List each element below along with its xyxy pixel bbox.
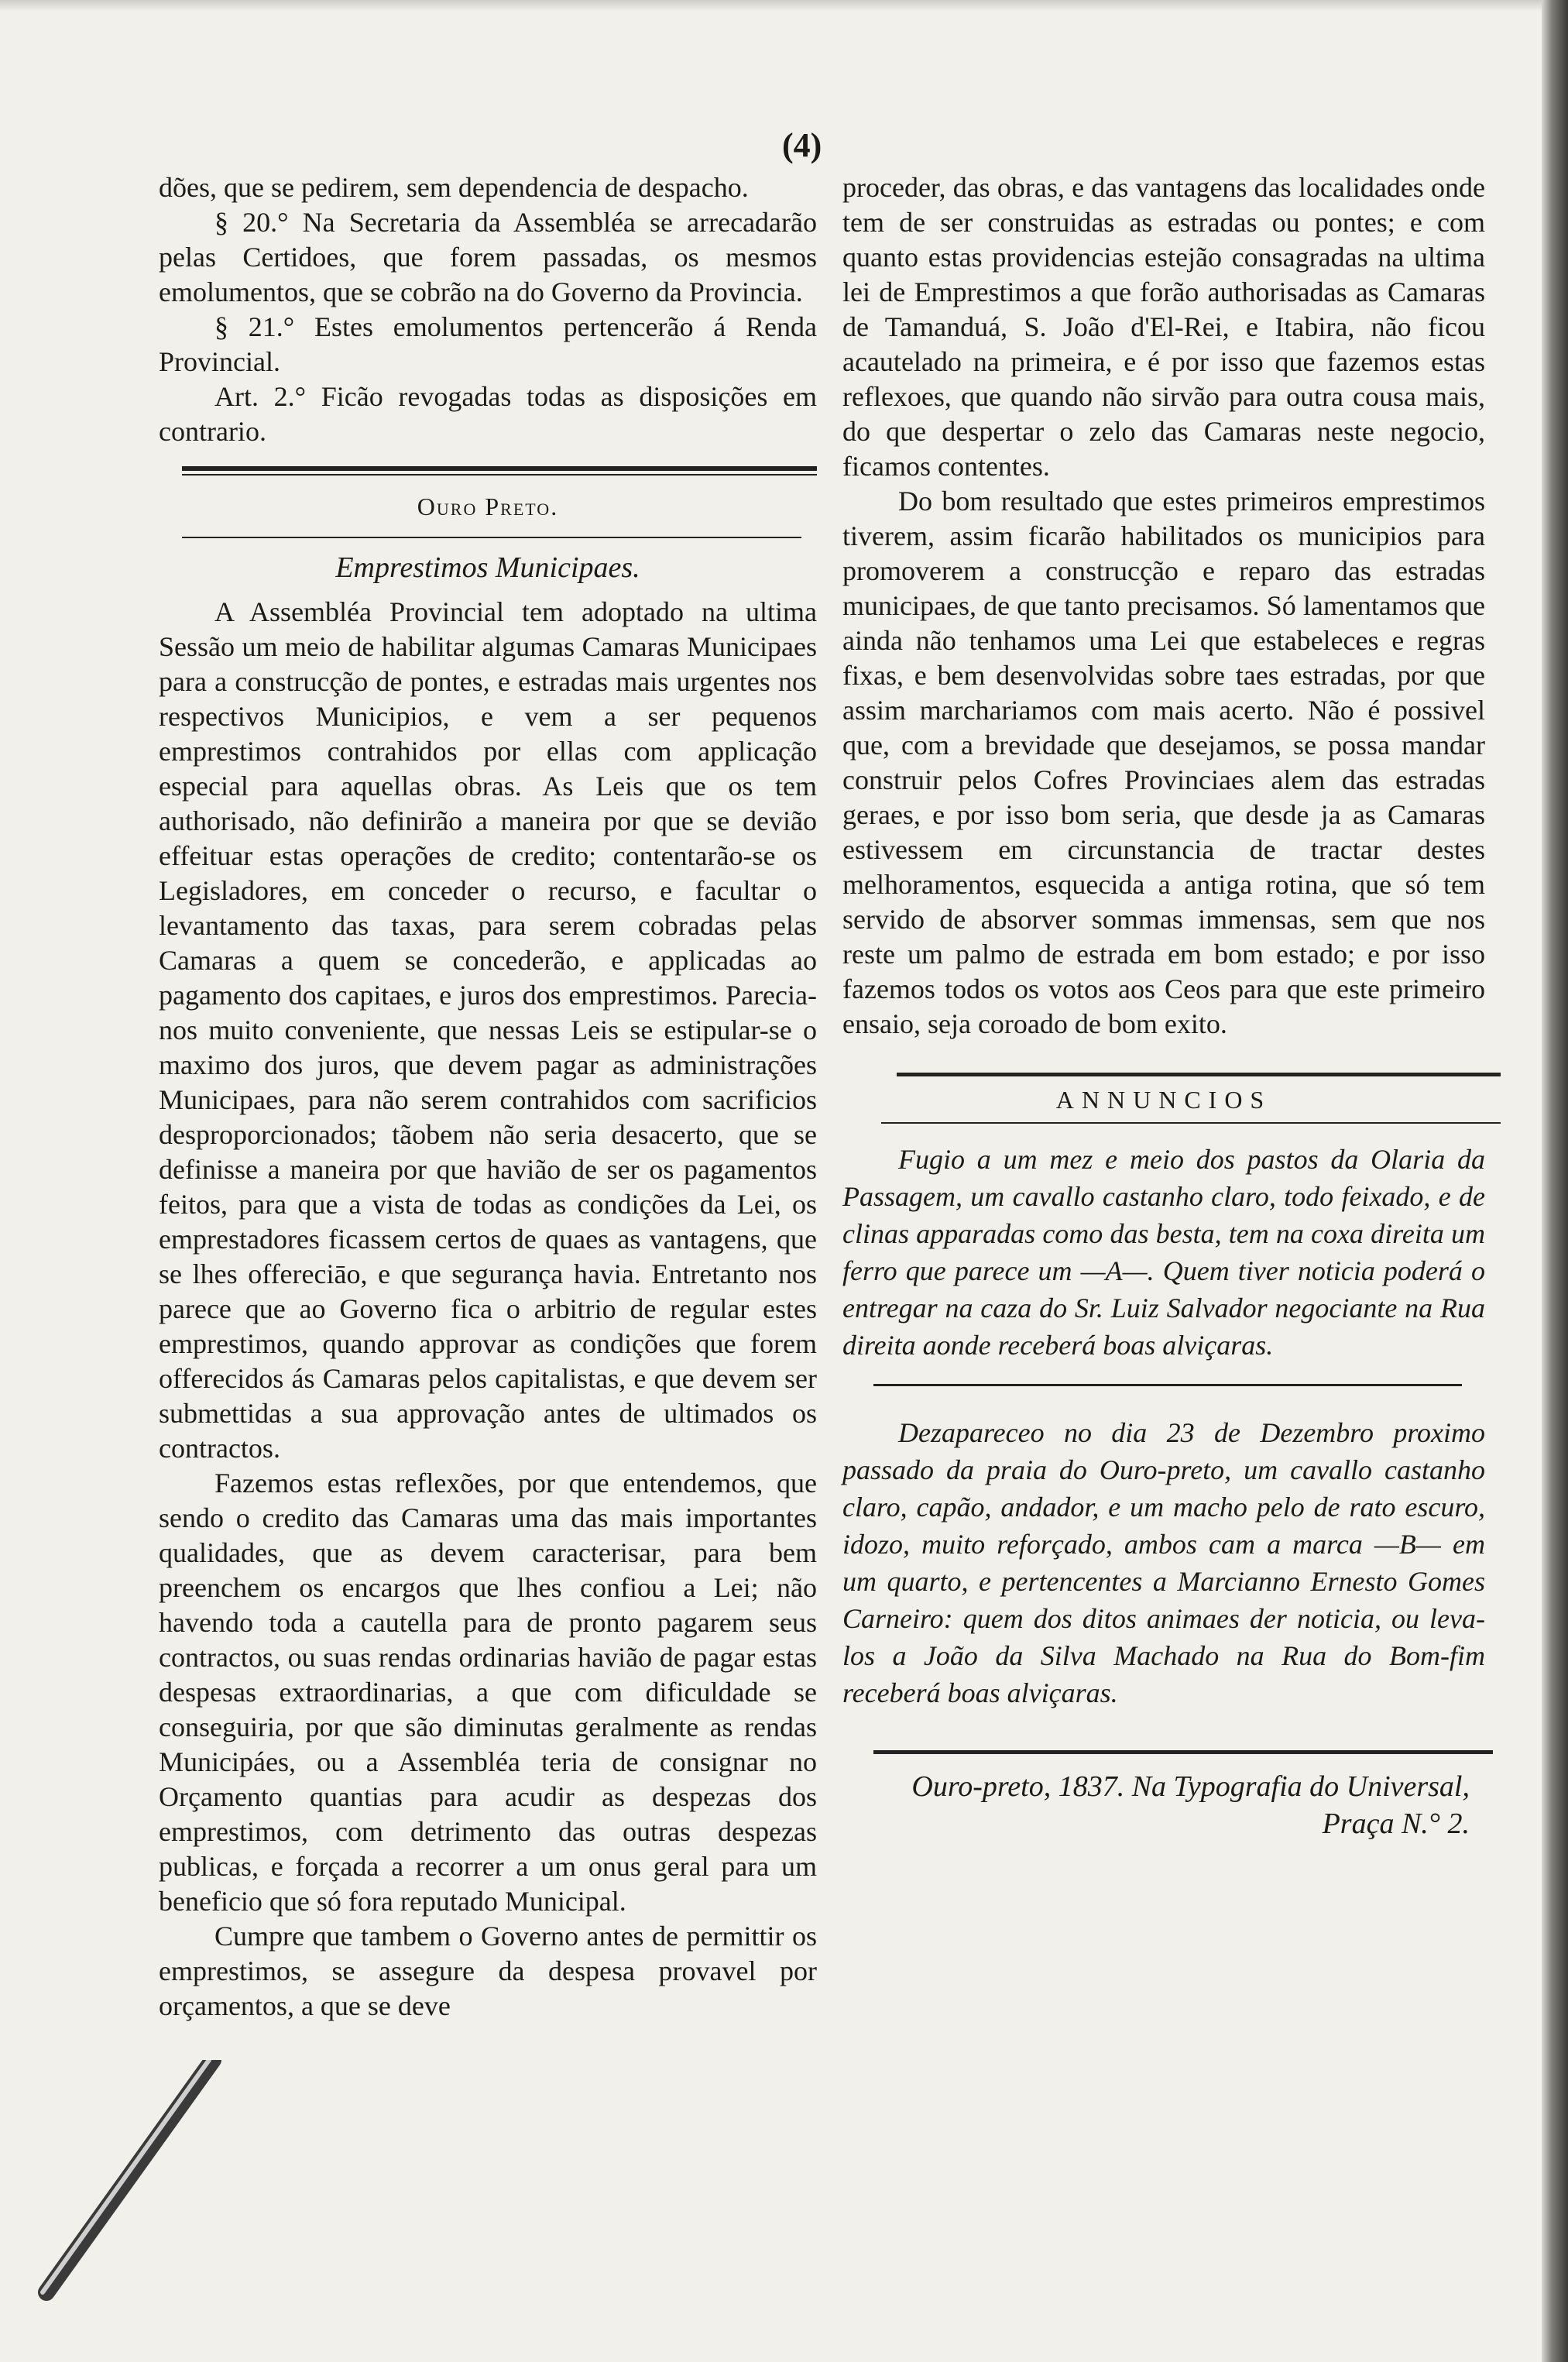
advertisement: Fugio a um mez e meio dos pastos da Olaria da Passagem, um cavallo castanho claro, todo feixado, e de clinas apparadas como das besta, tem na coxa direita um ferro que parece um —A—. Quem tiver noticia poderá o entregar na caza do Sr. Luiz Salvador negociante na Rua direita aonde receberá boas alviçaras. — [842, 1144, 1485, 1361]
annuncios-rule — [897, 1073, 1501, 1076]
page-number: (4) — [782, 126, 822, 164]
advertisement: Dezapareceo no dia 23 de Dezembro proximo passado da praia do Ouro-preto, um cavallo castanho claro, capão, andador, e um macho pelo de rato escuro, idozo, muito reforçado, ambos cam a marca —B— em um quarto, e pertencentes a Marcianno Ernesto Gomes Carneiro: quem dos ditos animaes der noticia, ou leva-los a João da Silva Machado na Rua do Bom-fim receberá boas alviçaras. — [842, 1417, 1485, 1708]
scan-edge-top — [0, 0, 1568, 11]
annuncios-heading: ANNUNCIOS — [1055, 1086, 1272, 1114]
article-paragraph: Cumpre que tambem o Governo antes de permittir os emprestimos, se assegure da despesa provavel por orçamentos, a que se deve — [159, 1921, 817, 2021]
section-rule-thin — [182, 474, 817, 475]
advertisement-separator — [873, 1384, 1462, 1386]
right-column — [842, 170, 1485, 1842]
intro-paragraph: § 21.° Estes emolumentos pertencerão á Renda Provincial. — [159, 311, 817, 377]
imprint: Ouro-preto, 1837. Na Typografia do Universal, Praça N.° 2. — [911, 1770, 1470, 1840]
article-paragraph: Fazemos estas reflexões, por que entendemos, que sendo o credito das Camaras uma das mais importantes qualidades, que as devem caracterisar, para bem preenchem os encargos que lhes confiou a Lei; não havendo toda a cautella para de pronto pagarem seus contractos, ou suas rendas ordinarias havião de pagar estas despesas extraordinarias, a que com dificuldade se conseguiria, por que são diminutas geralmente as rendas Municipáes, ou a Assembléa teria de consignar no Orçamento quantias para acudir as despezas dos emprestimos, com detrimento das outras despezas publicas, e forçada a recorrer a um onus geral para um beneficio que só fora reputado Municipal. — [159, 1468, 817, 1917]
scan-edge-right — [1542, 0, 1568, 2362]
pen-icon — [31, 2060, 232, 2316]
intro-paragraph: dões, que se pedirem, sem dependencia de despacho. — [159, 172, 749, 203]
continuation-paragraph: Do bom resultado que estes primeiros emprestimos tiverem, assim ficarão habilitados os municipios para promoverem a construcção e reparo das estradas municipaes, de que tanto precisamos. Só lamentamos que ainda não tenhamos uma Lei que estabeleces e regras fixas, e bem desenvolvidas sobre taes estradas, por que assim marchariamos com mais acerto. Não é possivel que, com a brevidade que desejamos, se possa mandar construir pelos Cofres Provinciaes alem das estradas geraes, e por isso bom seria, que desde ja as Camaras estivessem em circunstancia de tractar destes melhoramentos, esquecida a antiga rotina, que só tem servido de absorver sommas immensas, sem que nos reste um palmo de estrada em bom estado; e por isso fazemos todos os votos aos Ceos para que este primeiro ensaio, seja coroado de bom exito. — [842, 486, 1485, 1039]
intro-paragraph: Art. 2.° Ficão revogadas todas as disposições em contrario. — [159, 381, 817, 447]
annuncios-rule-thin — [881, 1122, 1501, 1124]
imprint-rule — [873, 1750, 1493, 1754]
section-rule-thick — [182, 466, 817, 471]
continuation-paragraph: proceder, das obras, e das vantagens das localidades onde tem de ser construidas as estradas ou pontes; e com quanto estas providencias estejão consagradas na ultima lei de Emprestimos a que forão authorisadas as Camaras de Tamanduá, S. João d'El-Rei, e Itabira, não ficou acautelado na primeira, e é por isso que fazemos estas reflexoes, que quando não sirvão para outra cousa mais, do que despertar o zelo das Camaras neste negocio, ficamos contentes. — [842, 172, 1485, 482]
article-paragraph: A Assembléa Provincial tem adoptado na ultima Sessão um meio de habilitar algumas Camaras Municipaes para a construcção de pontes, e estradas mais urgentes nos respectivos Municipios, e vem a ser pequenos emprestimos contrahidos por ellas com applicação especial para aquellas obras. As Leis que os tem authorisado, não definirão a maneira por que se devião effeituar estas operações de credito; contentarão-se os Legisladores, em conceder o recurso, e facultar o levantamento das taxas, para serem cobradas pelas Camaras a quem se concederão, e applicadas ao pagamento dos capitaes, e juros dos emprestimos. Parecia-nos muito convenientе, que nessas Leis se estipular-se o maximo dos juros, que devem pagar as administrações Municipaes, para não serem contrahidos com sacrificios desproporcionados; tãobem não seria desacerto, que se definisse a maneira por que havião de ser os pagamentos feitos, para que a vista de todas as condições da Lei, os emprestadores ficassem certos de quaes as vantagens, que se lhes offereciāo, e que segurança havia. Entretanto nos parece que ao Governo fica o arbitrio de regular estes emprestimos, quando approvar as condições que forem offerecidos ás Camaras pelos capitalistas, e que devem ser submettidas a sua approvação antes de ultimados os contractos. — [159, 596, 817, 1464]
left-column — [159, 170, 817, 2024]
section-heading: Ouro Preto. — [417, 493, 559, 520]
intro-paragraph: § 20.° Na Secretaria da Assembléa se arrecadarão pelas Certidoes, que forem passadas, os mesmos emolumentos, que se cobrão na do Governo da Provincia. — [159, 207, 817, 307]
article-title: Emprestimos Municipaes. — [335, 551, 640, 584]
section-rule-short — [182, 537, 801, 538]
